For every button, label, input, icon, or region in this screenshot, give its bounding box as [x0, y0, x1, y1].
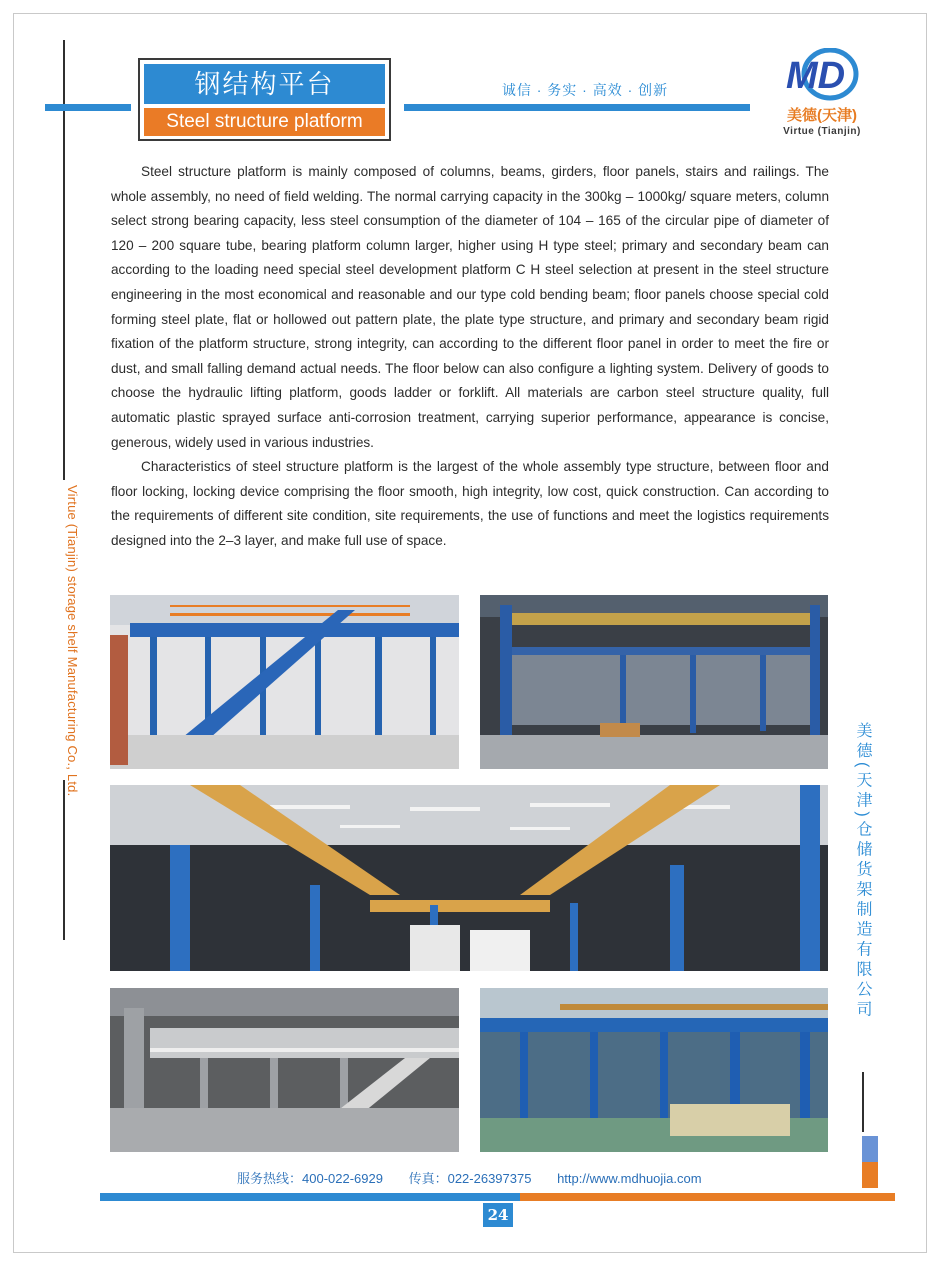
paragraph-1: Steel structure platform is mainly composed of columns, beams, girders, floor panels, stairs and railings. The whole assembly, no need of field welding. The normal carrying capacity in the 300kg – 1000kg/ square meters, column select strong bearing capacity, less steel consumption of the diameter of 104 – 165 of the circular pipe of diameter of 120 – 200 square tube, bearing platform column larger, higher using H type steel; primary and secondary beam can according to the loading need special steel development platform C H steel selection at present in the steel structure engineering in the most economical and reasonable and our type cold bending beam; floor panels choose special cold forming steel plate, flat or hollowed out pattern plate, the plate type structure, and primary and secondary beam rigid fixation of the platform structure, strong integrity, can according to the different floor panel in order to meet the fire or dust, and small falling demand actual needs. The floor below can also configure a lighting system. Delivery of goods to choose the hydraulic lifting platform, goods ladder or forklift. All materials are carbon steel structure quality, full automatic plastic sprayed surface anti-corrosion treatment, carrying superior performance, appearance is concise, generous, widely used in various industries. — [111, 164, 829, 450]
photo-wide-mezzanine — [110, 785, 828, 971]
slogan: 诚信 · 务实 · 高效 · 创新 — [501, 82, 669, 98]
paragraph-2: Characteristics of steel structure platform is the largest of the whole assembly type structure, between floor and floor locking, locking device comprising the floor smooth, high integrity, low cost, quick construction. Can according to the requirements of different site condition, site requirements, the use of functions and meet the logistics requirements designed into the 2–3 layer, and make full use of space. — [111, 459, 829, 548]
photo-platform-stairs — [110, 595, 459, 769]
footer-contact — [237, 1168, 837, 1187]
md-logo-icon — [772, 48, 872, 108]
footer-fax: 传真：022-26397375 — [408, 1171, 532, 1186]
page-title-cn: 钢结构平台 — [144, 64, 385, 104]
photo-warehouse-mezzanine — [480, 595, 828, 769]
side-company-name-cn: 美德(天津)仓储货架制造有限公司 — [854, 722, 871, 1021]
logo-name-cn: 美德(天津) — [787, 107, 857, 124]
page-title-en: Steel structure platform — [144, 108, 385, 136]
svg-text:MD: MD — [786, 55, 846, 97]
body-text — [111, 160, 829, 554]
right-color-blocks — [862, 1136, 878, 1188]
footer-url[interactable]: http://www.mdhuojia.com — [557, 1171, 702, 1186]
header-bar-left — [45, 104, 131, 111]
logo-name-en: Virtue (Tianjin) — [783, 126, 861, 137]
footer-bar-blue — [100, 1193, 520, 1201]
page-number: 24 — [483, 1203, 513, 1227]
side-company-name-en: Virtue (Tianjin) storage shelf Manufacturing Co., Ltd. — [65, 485, 80, 797]
header-bar-right — [404, 104, 750, 111]
right-vertical-rule — [862, 1072, 864, 1132]
photo-blue-platform-racks — [480, 988, 828, 1152]
photo-mezzanine-staircase — [110, 988, 459, 1152]
title-box — [138, 58, 391, 141]
footer-bar-orange — [520, 1193, 895, 1201]
footer-hotline: 服务热线：400-022-6929 — [237, 1171, 383, 1186]
